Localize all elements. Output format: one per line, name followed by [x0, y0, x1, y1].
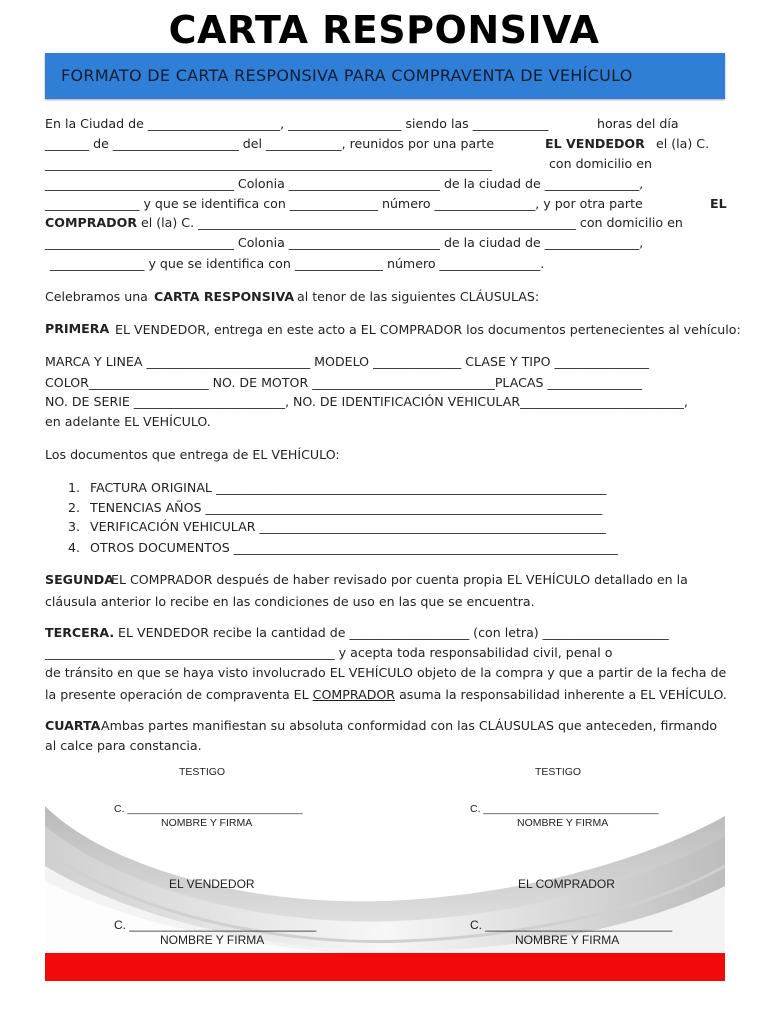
intro-line-5: _______________ y que se identifica con ______________ número ________________, y por otra parte	[45, 196, 643, 211]
doc-item-number: 1.	[68, 480, 81, 495]
intro-line-3: _______________________________________________________________________	[45, 156, 493, 171]
decorative-swoosh	[45, 806, 725, 956]
signature-line-vendedor: C. ____________________________	[114, 918, 317, 932]
tercera-line-4-end: asuma la responsabilidad inherente a EL VEHÍCULO.	[399, 687, 727, 702]
doc-item-number: 3.	[68, 519, 81, 534]
cuarta-line-2: al calce para constancia.	[45, 738, 202, 753]
document-title: CARTA RESPONSIVA	[168, 8, 600, 52]
vendedor-signature-label: EL VENDEDOR	[169, 877, 255, 891]
vendedor-label: EL VENDEDOR	[545, 136, 645, 151]
nombre-firma-right: NOMBRE Y FIRMA	[517, 817, 609, 829]
testigo-left-label: TESTIGO	[179, 766, 226, 778]
intro-line-6: el (la) C. ____________________________________________________________ con domicilio en	[141, 215, 683, 230]
nombre-firma-left: NOMBRE Y FIRMA	[161, 817, 253, 829]
intro-line-2: _______ de ____________________ del ____________, reunidos por una parte	[45, 136, 495, 151]
primera-row-4: en adelante EL VEHÍCULO.	[45, 414, 211, 429]
tercera-line-2: ______________________________________________ y acepta toda responsabilidad civil, penal o	[45, 645, 613, 660]
celebramos-end: al tenor de las siguientes CLÁUSULAS:	[297, 289, 540, 304]
segunda-label: SEGUNDA	[45, 572, 114, 587]
el-label: EL	[710, 196, 727, 211]
celebramos-text: Celebramos una	[45, 289, 148, 304]
carta-responsiva-label: CARTA RESPONSIVA	[154, 289, 295, 304]
banner-text: FORMATO DE CARTA RESPONSIVA PARA COMPRAVENTA DE VEHÍCULO	[61, 66, 633, 85]
docs-intro: Los documentos que entrega de EL VEHÍCULO:	[45, 447, 340, 462]
signature-line-right: C. ______________________________	[470, 803, 659, 815]
intro-line-8: _______________ y que se identifica con ______________ número ________________.	[50, 256, 545, 271]
intro-line-1-end: horas del día	[597, 116, 679, 131]
doc-item: TENENCIAS AÑOS _______________________________________________________________	[90, 500, 603, 515]
intro-line-7: ______________________________ Colonia ________________________ de la ciudad de _______________,	[45, 235, 644, 250]
primera-row-1: MARCA Y LINEA __________________________ MODELO ______________ CLASE Y TIPO _______________	[45, 354, 649, 369]
primera-row-2: COLOR___________________ NO. DE MOTOR _____________________________PLACAS _______________	[45, 375, 642, 390]
cuarta-label: CUARTA	[45, 718, 101, 733]
primera-text: EL VENDEDOR, entrega en este acto a EL COMPRADOR los documentos pertenecientes al vehículo:	[115, 322, 741, 337]
nombre-firma-vendedor: NOMBRE Y FIRMA	[160, 933, 265, 947]
tercera-line-4-start: la presente operación de compraventa EL	[45, 687, 309, 702]
doc-item: OTROS DOCUMENTOS _____________________________________________________________	[90, 540, 618, 555]
comprador-label: COMPRADOR	[45, 215, 138, 230]
signature-line-comprador: C. ____________________________	[470, 918, 673, 932]
doc-item-number: 2.	[68, 500, 81, 515]
segunda-line-1: EL COMPRADOR después de haber revisado por cuenta propia EL VEHÍCULO detallado en la	[111, 572, 688, 587]
doc-item: FACTURA ORIGINAL ______________________________________________________________	[90, 480, 607, 495]
signature-line-left: C. ______________________________	[114, 803, 303, 815]
tercera-line-3: de tránsito en que se haya visto involucrado EL VEHÍCULO objeto de la compra y que a partir de la fecha de	[45, 665, 727, 680]
tercera-label: TERCERA.	[45, 625, 115, 640]
nombre-firma-comprador: NOMBRE Y FIRMA	[515, 933, 620, 947]
comprador-underlined: COMPRADOR	[312, 687, 396, 702]
intro-line-2-end: el (la) C.	[656, 136, 710, 151]
doc-item: VERIFICACIÓN VEHICULAR _______________________________________________________	[90, 519, 606, 534]
tercera-line-1: EL VENDEDOR recibe la cantidad de ___________________ (con letra) ____________________	[118, 625, 669, 640]
intro-line-4: ______________________________ Colonia ________________________ de la ciudad de _______________,	[45, 176, 644, 191]
tercera-line-4	[45, 687, 727, 702]
doc-item-number: 4.	[68, 540, 81, 555]
testigo-right-label: TESTIGO	[535, 766, 582, 778]
primera-label: PRIMERA	[45, 321, 110, 336]
cuarta-line-1: Ambas partes manifiestan su absoluta conformidad con las CLÁUSULAS que anteceden, firmando	[101, 718, 718, 733]
comprador-signature-label: EL COMPRADOR	[518, 877, 615, 891]
intro-line-3-end: con domicilio en	[549, 156, 652, 171]
footer-red-bar	[45, 953, 725, 981]
primera-row-3: NO. DE SERIE ________________________, NO. DE IDENTIFICACIÓN VEHICULAR__________________________,	[45, 394, 688, 409]
intro-line-1: En la Ciudad de _____________________, __________________ siendo las ____________	[45, 116, 549, 131]
segunda-line-2: cláusula anterior lo recibe en las condiciones de uso en las que se encuentra.	[45, 594, 535, 609]
